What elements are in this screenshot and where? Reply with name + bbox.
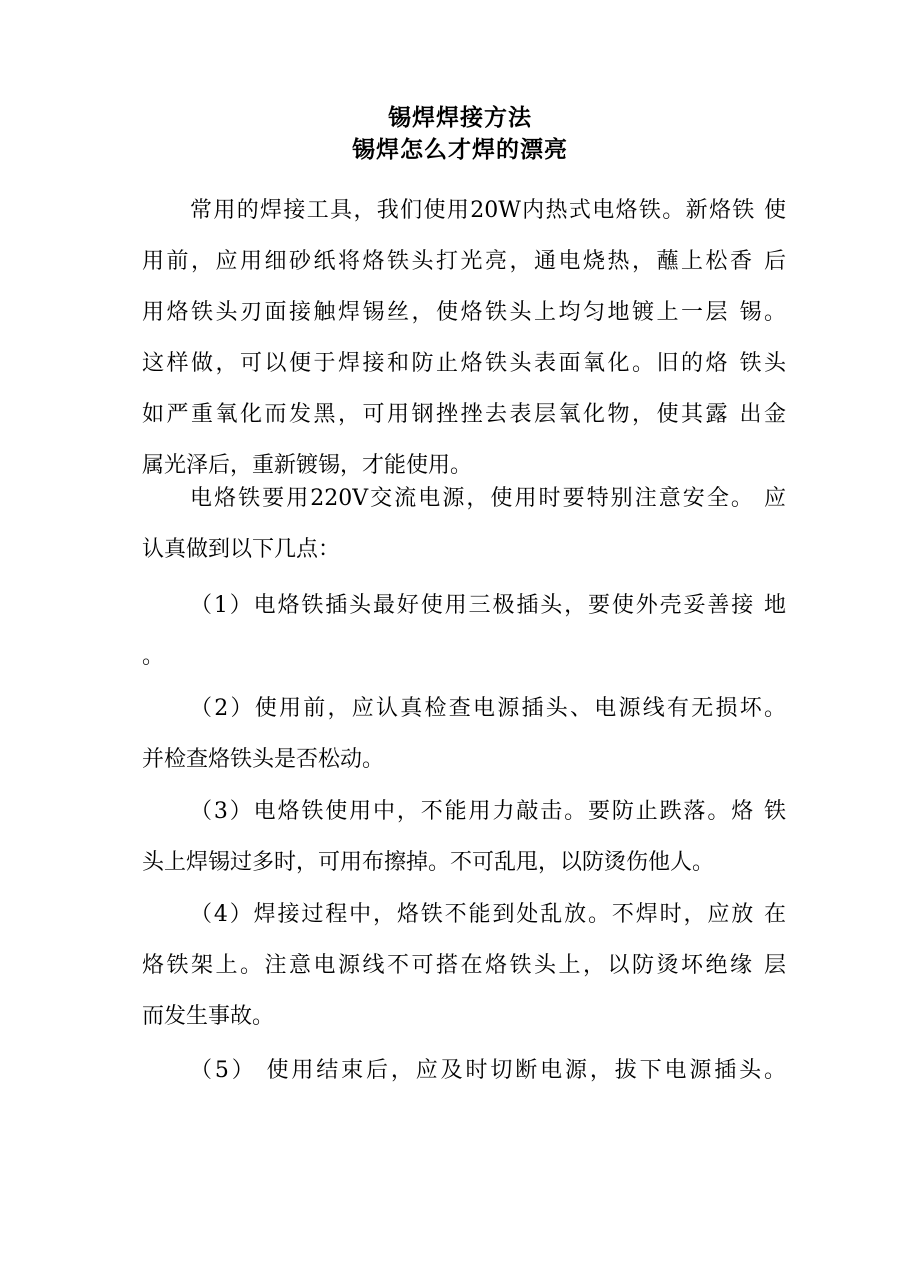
- document-subtitle: 锡焊怎么才焊的漂亮: [352, 137, 568, 163]
- paragraph-soldering-tools: [142, 185, 786, 491]
- list-item-2: [142, 683, 786, 785]
- paragraph-line: 并检查烙铁头是否松动。: [142, 747, 385, 772]
- paragraph-line: 常用的焊接工具，我们使用20W内热式电烙铁。新烙铁 使: [190, 198, 786, 223]
- paragraph-line: 头上焊锡过多时，可用布擦掉。不可乱甩，以防烫伤他人。: [142, 850, 715, 875]
- list-item-1: [142, 580, 786, 682]
- paragraph-line: （5） 使用结束后，应及时切断电源，拔下电源插头。: [190, 1058, 786, 1083]
- document-title: 锡焊焊接方法: [388, 105, 532, 131]
- paragraph-line: （3）电烙铁使用中，不能用力敲击。要防止跌落。烙 铁: [190, 799, 786, 824]
- paragraph-line: 这样做，可以便于焊接和防止烙铁头表面氧化。旧的烙 铁头: [142, 351, 786, 376]
- list-item-5: [142, 1045, 786, 1096]
- paragraph-line: 烙铁架上。注意电源线不可搭在烙铁头上，以防烫坏绝缘 层: [142, 953, 786, 978]
- list-item-4: [142, 889, 786, 1042]
- paragraph-safety-intro: [142, 473, 786, 575]
- paragraph-line: 电烙铁要用220V交流电源，使用时要特别注意安全。 应: [190, 486, 786, 511]
- list-item-3: [142, 786, 786, 888]
- paragraph-line: 。: [142, 644, 165, 669]
- paragraph-line: （1）电烙铁插头最好使用三极插头，要使外壳妥善接 地: [190, 593, 786, 618]
- paragraph-line: （2）使用前，应认真检查电源插头、电源线有无损坏。: [190, 696, 786, 721]
- paragraph-line: 用前，应用细砂纸将烙铁头打光亮，通电烧热，蘸上松香 后: [142, 249, 786, 274]
- paragraph-line: （4）焊接过程中，烙铁不能到处乱放。不焊时，应放 在: [190, 902, 786, 927]
- paragraph-line: 属光泽后，重新镀锡，才能使用。: [142, 453, 473, 478]
- paragraph-line: 而发生事故。: [142, 1004, 275, 1029]
- paragraph-line: 用烙铁头刃面接触焊锡丝，使烙铁头上均匀地镀上一层 锡。: [142, 300, 786, 325]
- paragraph-line: 如严重氧化而发黑，可用钢挫挫去表层氧化物，使其露 出金: [142, 402, 786, 427]
- paragraph-line: 认真做到以下几点：: [142, 537, 341, 562]
